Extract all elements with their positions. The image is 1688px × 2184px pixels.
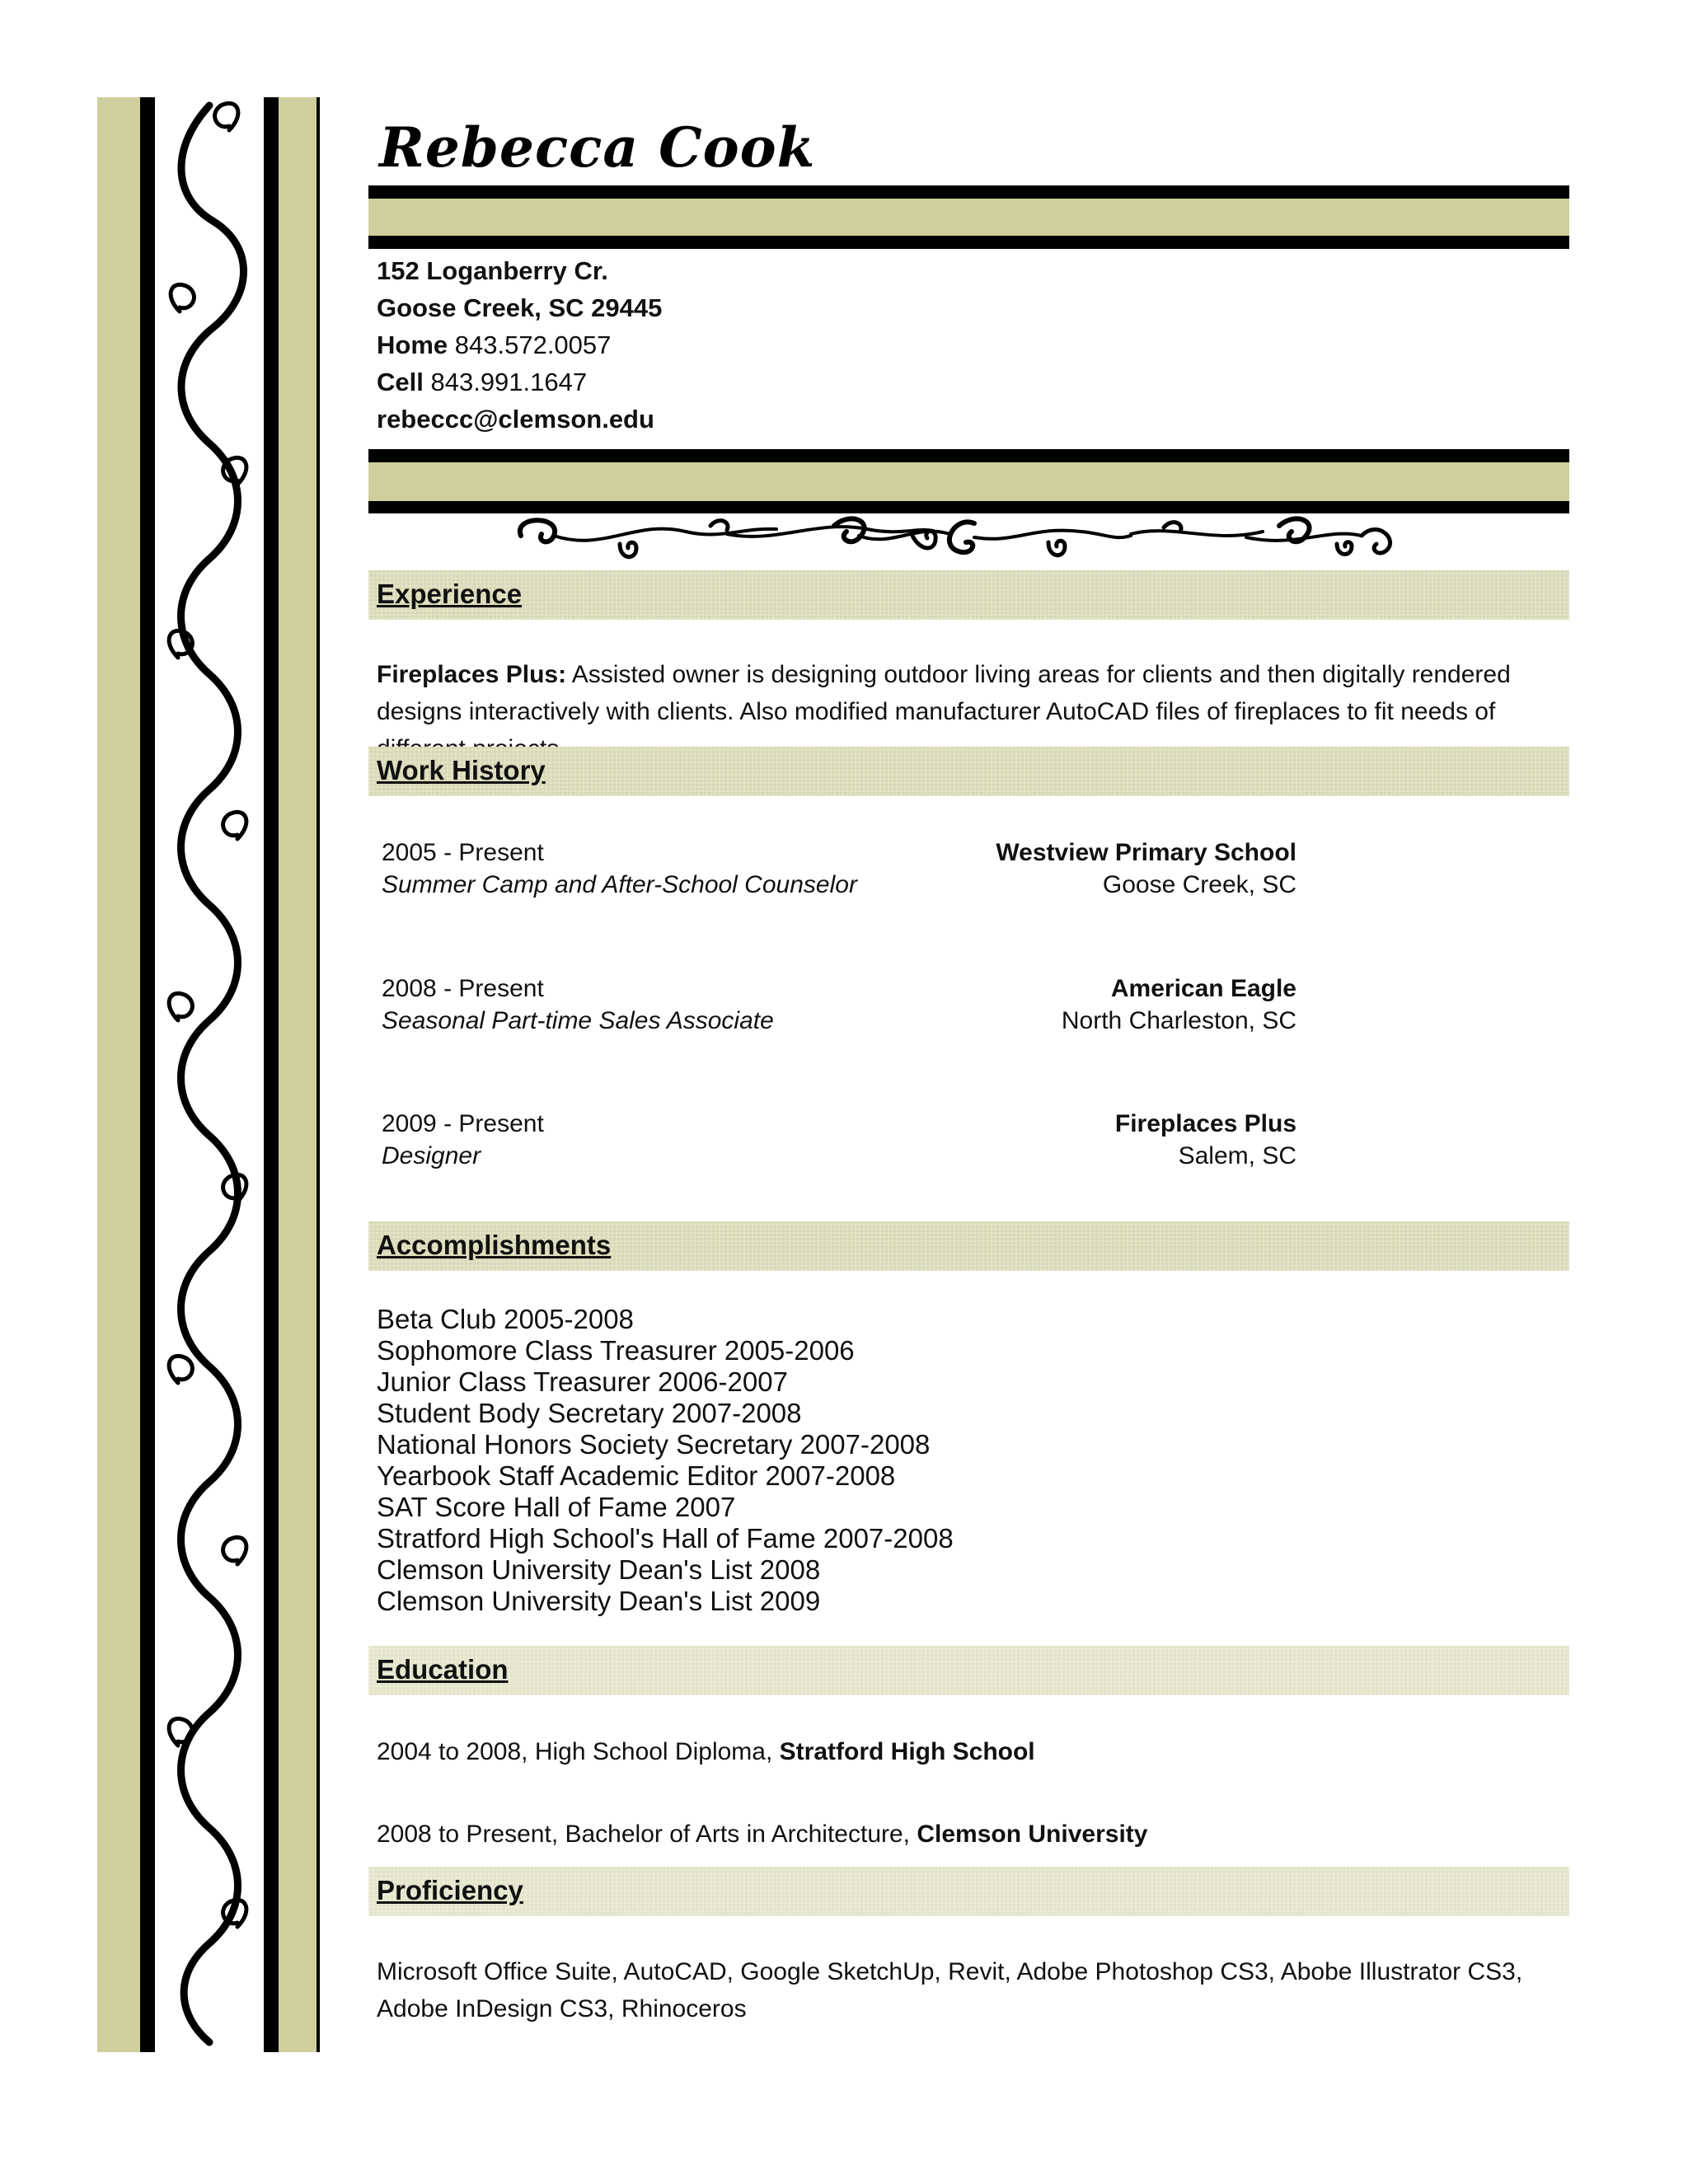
contact-bar-top xyxy=(368,449,1569,462)
cell-phone: 843.991.1647 xyxy=(430,368,588,396)
job-location: North Charleston, SC xyxy=(1061,1007,1296,1034)
section-experience xyxy=(368,570,1569,620)
job-company: Fireplaces Plus xyxy=(1114,1110,1296,1137)
side-bar-right xyxy=(264,97,279,2052)
cell-phone-line xyxy=(377,363,662,401)
section-proficiency xyxy=(368,1867,1569,1916)
job-entry xyxy=(382,837,1296,902)
job-dates: 2009 - Present xyxy=(382,1110,544,1137)
contact-band xyxy=(368,462,1569,501)
side-bar-left xyxy=(140,97,155,2052)
section-title-education: Education xyxy=(377,1654,509,1685)
section-title-accomplishments: Accomplishments xyxy=(377,1230,612,1260)
education-school: Clemson University xyxy=(917,1821,1148,1848)
side-band-left xyxy=(97,97,140,2052)
contact-block xyxy=(377,252,662,438)
cell-label: Cell xyxy=(377,368,424,396)
job-company: Westview Primary School xyxy=(996,839,1296,866)
home-label: Home xyxy=(377,330,448,359)
decorative-side-border xyxy=(97,97,320,2052)
list-item: Clemson University Dean's List 2009 xyxy=(377,1586,821,1616)
list-item: Beta Club 2005-2008 xyxy=(377,1304,634,1334)
list-item: Stratford High School's Hall of Fame 2007-2008 xyxy=(377,1523,954,1554)
section-work-history xyxy=(368,747,1569,796)
section-title-experience: Experience xyxy=(377,579,523,609)
list-item: National Honors Society Secretary 2007-2008 xyxy=(377,1429,931,1460)
section-education xyxy=(368,1646,1569,1695)
education-text: 2008 to Present, Bachelor of Arts in Architecture, xyxy=(377,1821,917,1848)
job-location: Salem, SC xyxy=(1178,1142,1296,1169)
header-band xyxy=(368,199,1569,236)
job-entry xyxy=(382,1108,1296,1174)
resume-name: Rebecca Cook xyxy=(379,115,816,180)
address-line-1: 152 Loganberry Cr. xyxy=(377,256,608,285)
swirl-ornament-icon xyxy=(155,97,264,2052)
home-phone-line xyxy=(377,326,662,363)
experience-text: Assisted owner is designing outdoor living areas for clients and then digitally rendered designs interactively with clients. Also modified manufacturer AutoCAD files of fireplaces to fit needs of xyxy=(377,661,1511,725)
header-bar-bottom xyxy=(368,236,1569,249)
education-text: 2004 to 2008, High School Diploma, xyxy=(377,1738,780,1765)
address-line-2: Goose Creek, SC 29445 xyxy=(377,293,663,322)
section-title-work-history: Work History xyxy=(377,755,546,785)
job-location: Goose Creek, SC xyxy=(1102,871,1296,898)
list-item: Clemson University Dean's List 2008 xyxy=(377,1554,821,1585)
proficiency-text: Microsoft Office Suite, AutoCAD, Google SketchUp, Revit, Adobe Photoshop CS3, Abobe Illustrator CS3, Adobe InDesign CS3, Rhinoceros xyxy=(377,1958,1523,2022)
list-item: Yearbook Staff Academic Editor 2007-2008 xyxy=(377,1460,896,1491)
experience-company: Fireplaces Plus: xyxy=(377,661,567,688)
list-item: SAT Score Hall of Fame 2007 xyxy=(377,1492,736,1522)
job-company: American Eagle xyxy=(1110,975,1296,1002)
list-item: Sophomore Class Treasurer 2005-2006 xyxy=(377,1335,855,1366)
accomplishments-list xyxy=(377,1304,954,1617)
job-entry xyxy=(382,972,1296,1038)
job-role: Seasonal Part-time Sales Associate xyxy=(382,1007,774,1034)
side-edge-line xyxy=(316,97,320,2052)
list-item: Junior Class Treasurer 2006-2007 xyxy=(377,1366,788,1397)
education-entry xyxy=(377,1816,1564,1853)
email: rebeccc@clemson.edu xyxy=(377,405,654,434)
section-title-proficiency: Proficiency xyxy=(377,1875,523,1905)
job-dates: 2008 - Present xyxy=(382,975,544,1002)
job-dates: 2005 - Present xyxy=(382,839,544,866)
side-band-right xyxy=(279,97,316,2052)
education-entry xyxy=(377,1733,1564,1770)
section-accomplishments xyxy=(368,1221,1569,1271)
home-phone: 843.572.0057 xyxy=(454,330,612,359)
header-bar-top xyxy=(368,185,1569,199)
job-role: Designer xyxy=(382,1142,481,1169)
list-item: Student Body Secretary 2007-2008 xyxy=(377,1398,802,1428)
education-school: Stratford High School xyxy=(779,1738,1035,1765)
flourish-divider-icon xyxy=(504,511,1411,570)
job-role: Summer Camp and After-School Counselor xyxy=(382,871,857,898)
